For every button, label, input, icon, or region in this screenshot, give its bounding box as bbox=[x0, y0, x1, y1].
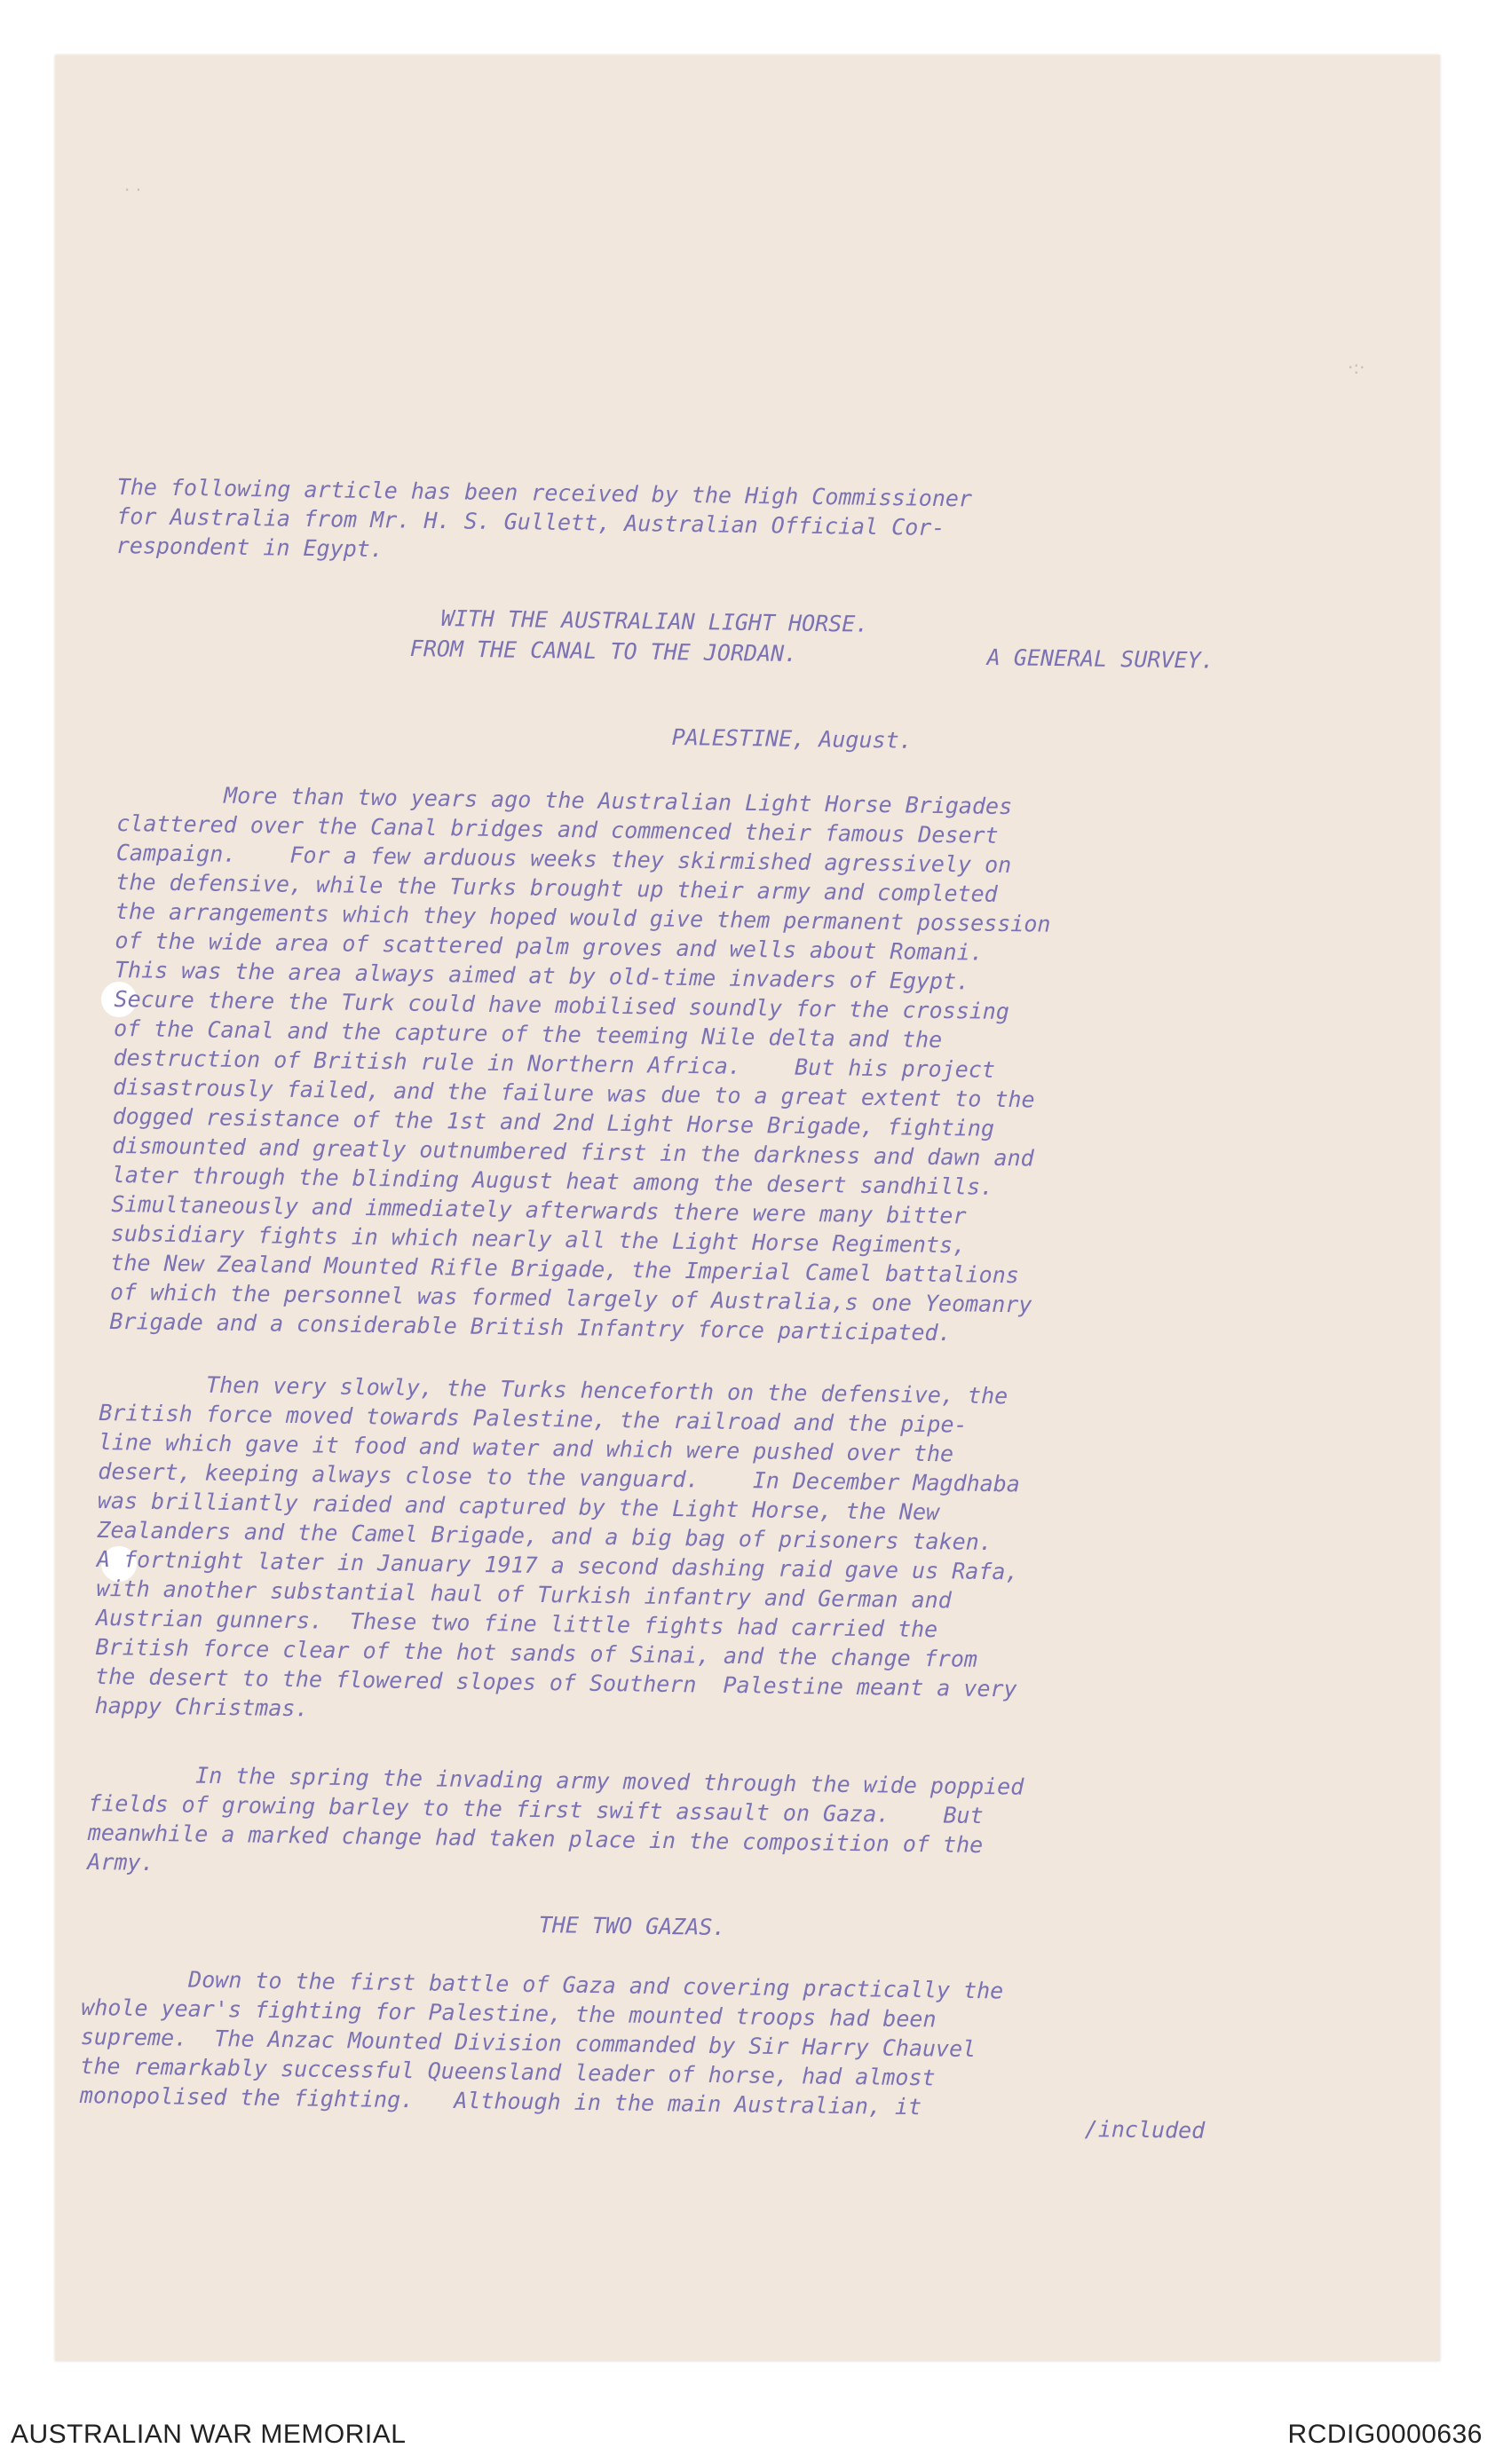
document-page bbox=[55, 55, 1440, 2361]
dateline: PALESTINE, August. bbox=[671, 723, 913, 754]
body-paragraph: More than two years ago the Australian Light Horse Brigades clattered over the Canal bridges and commenced their famous Desert Campaign. For a few arduous weeks they skirmished agressively on the defensive, while the Turks brought up their army and completed the arrangements which they hoped would give them permanent possession of the wide area of scattered palm groves and wells about Romani. This was the area always aimed at by old-time invaders of Egypt. Secure there the Turk could have mobilised soundly for the crossing of the Canal and the capture of the teeming Nile delta and the destruction of British rule in Northern Africa. But his project disastrously failed, and the failure was due to a great extent to the dogged resistance of the 1st and 2nd Light Horse Brigade, fighting dismounted and greatly outnumbered first in the darkness and dawn and later through the blinding August heat among the desert sandhills. Simultaneously and immediately afterwards there were many bitter subsidiary fights in which nearly all the Light Horse Regiments, the New Zealand Mounted Rifle Brigade, the Imperial Camel battalions of which the personnel was formed largely of Australia,s one Yeomanry Brigade and a considerable British Infantry force participated. bbox=[109, 780, 1051, 1347]
footer-record-id: RCDIG0000636 bbox=[1287, 2420, 1483, 2449]
body-paragraph: Then very slowly, the Turks henceforth on the defensive, the British force moved towards Palestine, the railroad and the pipe- line which gave it food and water and which were pushed over the desert, keeping always close to the vanguard. In December Magdhaba was brilliantly raided and captured by the Light Horse, the New Zealanders and the Camel Brigade, and a big bag of prisoners taken. A fortnight later in January 1917 a second dashing raid gave us Rafa, with another substantial haul of Turkish infantry and German and Austrian gunners. These two fine little fights had carried the British force clear of the hot sands of Sinai, and the change from the desert to the flowered slopes of Southern Palestine meant a very happy Christmas. bbox=[94, 1370, 1021, 1722]
body-paragraph: In the spring the invading army moved through the wide poppied fields of growing barley to the first swift assault on Gaza. But meanwhile a marked change had taken place in the composition of the Army. bbox=[87, 1760, 1024, 1876]
continuation-catchword: /included bbox=[1084, 2115, 1206, 2144]
article-title-line2: FROM THE CANAL TO THE JORDAN. bbox=[409, 635, 798, 667]
body-paragraph: Down to the first battle of Gaza and covering practically the whole year's fighting for Palestine, the mounted troops had been supreme. The Anzac Mounted Division commanded by Sir Harry Chauvel the remarkably successful Queensland leader of horse, had almost monopolised the fighting. Although in the main Australian, it bbox=[79, 1964, 1004, 2120]
ink-smudge: · · bbox=[124, 179, 142, 201]
article-title-line1: WITH THE AUSTRALIAN LIGHT HORSE. bbox=[440, 604, 869, 637]
section-heading: THE TWO GAZAS. bbox=[538, 1911, 726, 1940]
intro-paragraph: The following article has been received by the High Commissioner for Australia from Mr. H. S. Gullett, Australian Official Cor- respondent in Egypt. bbox=[115, 473, 973, 563]
ink-smudge: ·:· bbox=[1348, 357, 1365, 378]
footer-institution: AUSTRALIAN WAR MEMORIAL bbox=[11, 2420, 407, 2449]
article-subtitle: A GENERAL SURVEY. bbox=[986, 644, 1214, 674]
